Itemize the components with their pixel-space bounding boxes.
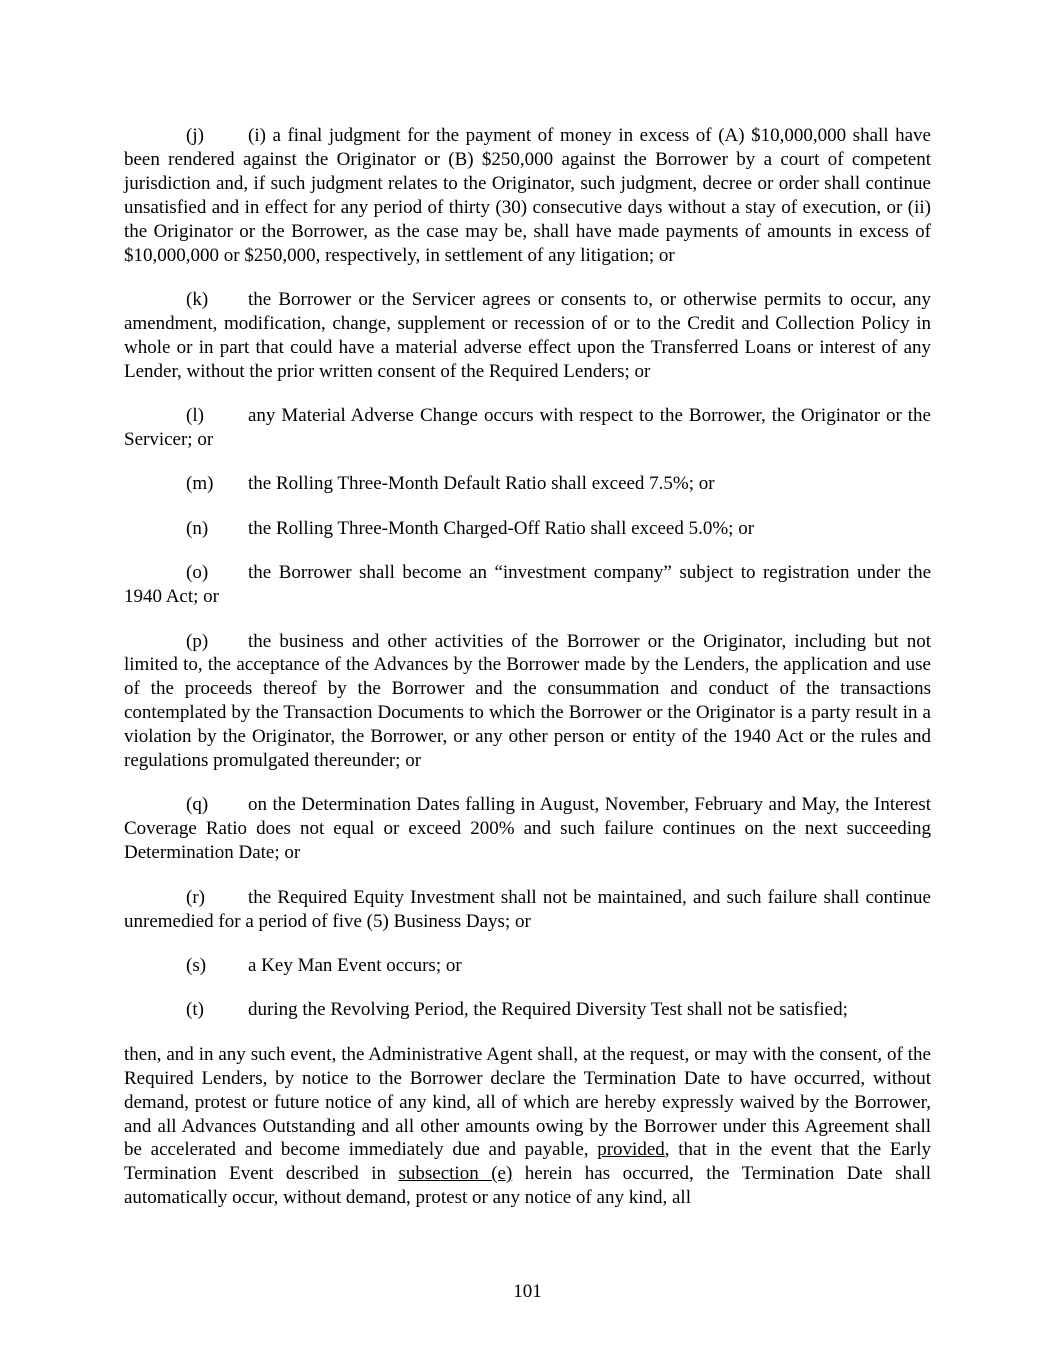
clause-label: (n) — [186, 517, 209, 539]
consequence-text-1: then, and in any such event, the Administrative Agent shall, at the request, or may with the consent, of the Required Lenders, by notice to the Borrower declare the Termination Date to have occurred, without demand, protest or future notice of any kind, all of which are hereby expressly waived by the Borrower, and all Advances Outstanding and all other amounts owing by the Borrower under this Agreement shall be accelerated and become immediately due and payable, — [124, 1043, 931, 1161]
clause-o — [124, 561, 931, 609]
clause-label: (s) — [186, 954, 207, 976]
consequence-text-2: , that in the event that the Early Termination Event described in — [124, 1139, 931, 1185]
clause-t — [124, 998, 931, 1022]
clause-label: (k) — [186, 288, 209, 310]
document-body — [124, 124, 931, 1231]
clause-r — [124, 886, 931, 934]
clause-text: on the Determination Dates falling in August, November, February and May, the Interest Coverage Ratio does not equal or exceed 200% and such failure continues on the next succeeding Determination Date; or — [124, 794, 931, 864]
clause-text: the Borrower shall become an “investment company” subject to registration under the 1940 Act; or — [124, 562, 931, 608]
page-number: 101 — [513, 1281, 542, 1302]
provided-term: provided — [597, 1139, 665, 1161]
clause-label: (r) — [186, 886, 205, 908]
clause-s — [124, 954, 931, 978]
consequence-paragraph — [124, 1043, 931, 1210]
subsection-reference: subsection (e) — [398, 1163, 513, 1185]
clause-l — [124, 404, 931, 452]
clause-text: (i) a final judgment for the payment of money in excess of (A) $10,000,000 shall have been rendered against the Originator or (B) $250,000 against the Borrower by a court of competent jurisdiction and, if such judgment relates to the Originator, such judgment, decree or order shall continue unsatisfied and in effect for any period of thirty (30) consecutive days without a stay of execution, or (ii) the Originator or the Borrower, as the case may be, shall have made payments of amounts in excess of $10,000,000 or $250,000, respectively, in settlement of any litigation; or — [124, 125, 931, 266]
clause-text: the Required Equity Investment shall not be maintained, and such failure shall continue unremedied for a period of five (5) Business Days; or — [124, 886, 931, 932]
clause-j — [124, 124, 931, 267]
clause-text: the business and other activities of the Borrower or the Originator, including but not limited to, the acceptance of the Advances by the Borrower made by the Lenders, the application and use of the proceeds thereof by the Borrower and the consummation and conduct of the transactions contemplated by the Transaction Documents to which the Borrower or the Originator is a party result in a violation by the Originator, the Borrower, or any other person or entity of the 1940 Act or the rules and regulations promulgated thereunder; or — [124, 630, 931, 772]
clause-label: (p) — [186, 630, 209, 652]
clause-text: the Rolling Three-Month Default Ratio shall exceed 7.5%; or — [248, 473, 715, 495]
clause-k — [124, 288, 931, 384]
clause-label: (l) — [186, 405, 204, 427]
clause-q — [124, 793, 931, 865]
clause-text: the Rolling Three-Month Charged-Off Ratio shall exceed 5.0%; or — [248, 517, 755, 539]
clause-label: (m) — [186, 473, 214, 495]
clause-label: (q) — [186, 794, 209, 816]
clause-text: any Material Adverse Change occurs with respect to the Borrower, the Originator or the Servicer; or — [124, 405, 931, 450]
clause-text: the Borrower or the Servicer agrees or consents to, or otherwise permits to occur, any amendment, modification, change, supplement or recession of or to the Credit and Collection Policy in whole or in part that could have a material adverse effect upon the Transferred Loans or interest of any Lender, without the prior written consent of the Required Lenders; or — [124, 288, 931, 382]
clause-text: during the Revolving Period, the Required Diversity Test shall not be satisfied; — [248, 999, 848, 1021]
clause-label: (t) — [186, 999, 204, 1021]
clause-text: a Key Man Event occurs; or — [248, 954, 462, 976]
clause-m — [124, 472, 931, 496]
clause-label: (o) — [186, 562, 209, 584]
clause-p — [124, 630, 931, 773]
clause-label: (j) — [186, 125, 204, 146]
consequence-text-3: herein has occurred, the Termination Date shall automatically occur, without demand, protest or any notice of any kind, all — [124, 1163, 931, 1209]
clause-n — [124, 517, 931, 541]
